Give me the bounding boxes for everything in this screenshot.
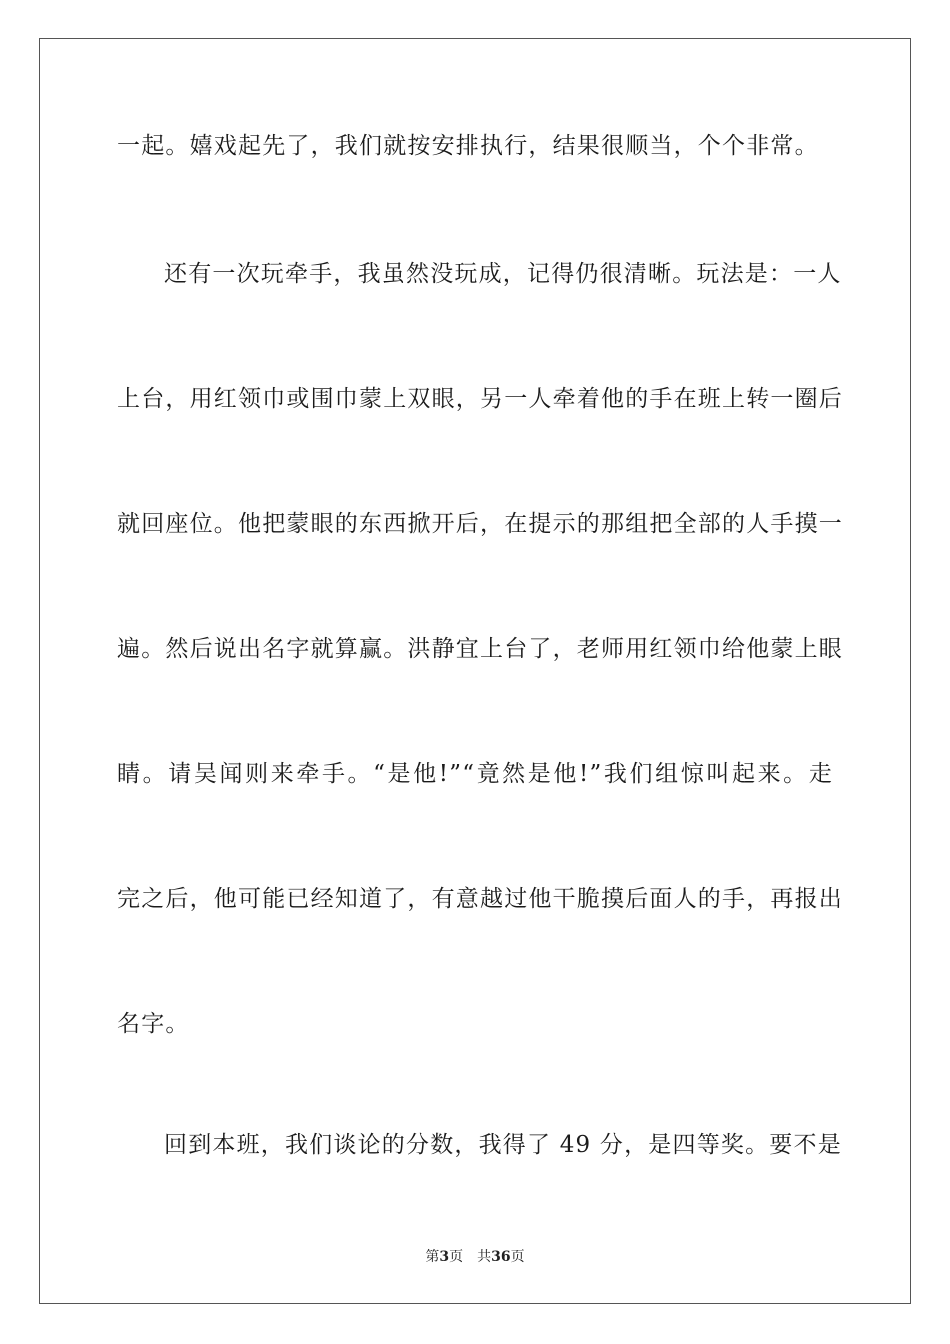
- page-border: [39, 38, 911, 1304]
- page-suffix: 页: [449, 1249, 464, 1265]
- body-text-line: 完之后，他可能已经知道了，有意越过他干脆摸后面人的手，再报出: [117, 886, 843, 912]
- body-text-line: 睛。请吴闻则来牵手。“是他!”“竟然是他!”我们组惊叫起来。走: [117, 761, 833, 787]
- body-text-line: 就回座位。他把蒙眼的东西掀开后，在提示的那组把全部的人手摸一: [117, 511, 843, 537]
- body-text-line: 上台，用红领巾或围巾蒙上双眼，另一人牵着他的手在班上转一圈后: [117, 386, 843, 412]
- body-text-line: 遍。然后说出名字就算赢。洪静宜上台了，老师用红领巾给他蒙上眼: [117, 636, 843, 662]
- total-pages: 36: [491, 1249, 511, 1265]
- page-number: 3: [439, 1249, 450, 1265]
- body-text-line: 回到本班，我们谈论的分数，我得了 49 分，是四等奖。要不是: [164, 1132, 842, 1158]
- page-prefix: 第: [425, 1249, 440, 1265]
- body-text-line: 一起。嬉戏起先了，我们就按安排执行，结果很顺当，个个非常。: [117, 133, 819, 159]
- body-text-line: 名字。: [117, 1011, 190, 1037]
- body-text-line: 还有一次玩牵手，我虽然没玩成，记得仍很清晰。玩法是：一人: [164, 261, 842, 287]
- page-footer: [0, 1247, 950, 1267]
- total-suffix: 页: [510, 1249, 525, 1265]
- total-prefix: 共: [477, 1249, 492, 1265]
